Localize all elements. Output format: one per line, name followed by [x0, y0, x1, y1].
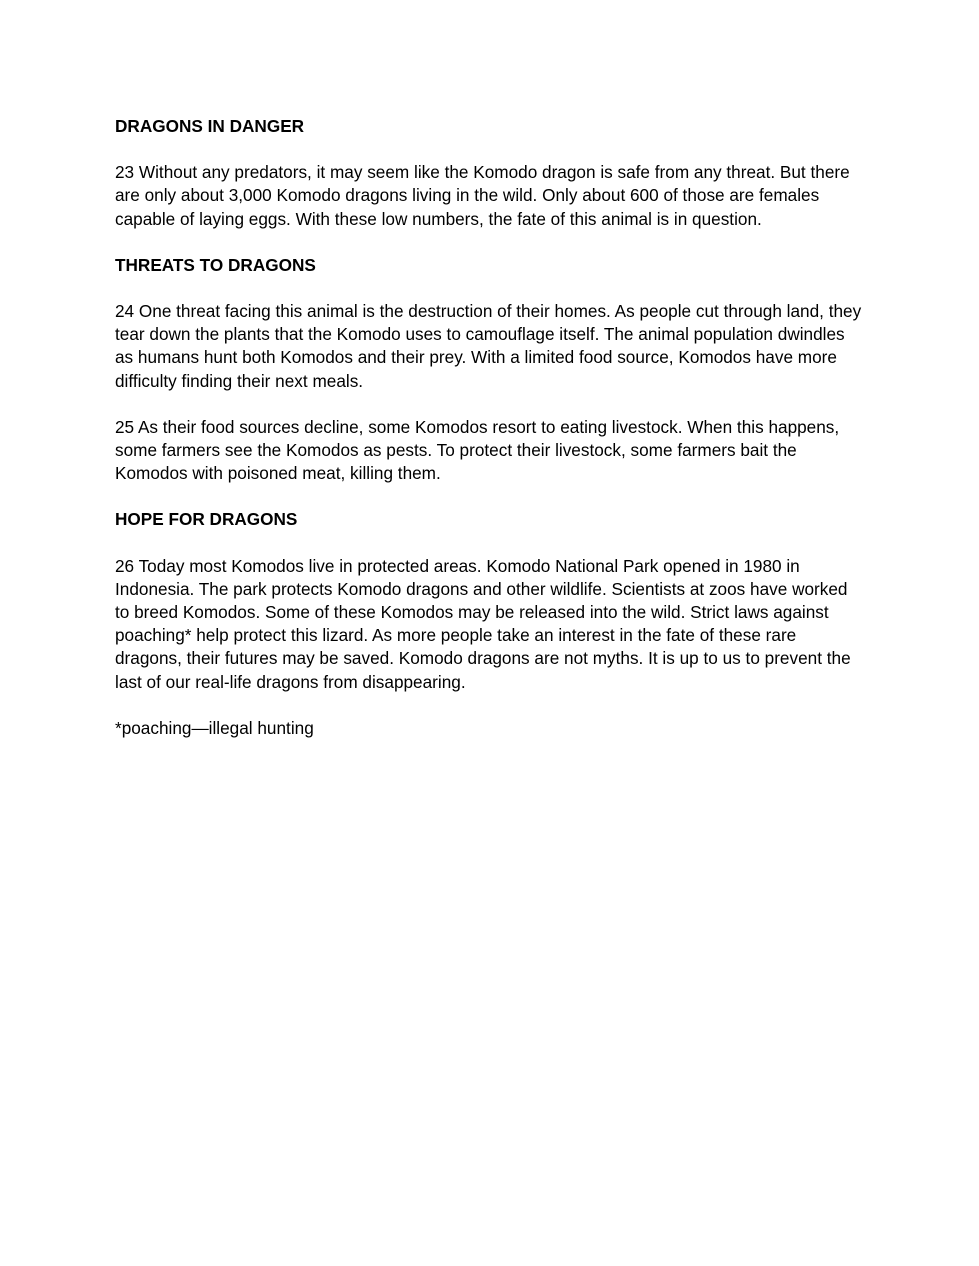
section-heading-hope-for-dragons: HOPE FOR DRAGONS	[115, 509, 298, 530]
document-page	[115, 115, 865, 740]
paragraph-25: 25 As their food sources decline, some Komodos resort to eating livestock. When this happens, some farmers see the Komodos as pests. To protect their livestock, some farmers bait the Komodos with poisoned meat, killing them.	[115, 416, 840, 484]
paragraph-26: 26 Today most Komodos live in protected areas. Komodo National Park opened in 1980 in Indonesia. The park protects Komodo dragons and other wildlife. Scientists at zoos have worked to breed Komodos. Some of these Komodos may be released into the wild. Strict laws against poaching* help protect this lizard. As more people take an interest in the fate of these rare dragons, their futures may be saved. Komodo dragons are not myths. It is up to us to prevent the last of our real-life dragons from disappearing.	[115, 555, 851, 692]
footnote: *poaching—illegal hunting	[115, 717, 314, 738]
section-heading-dragons-in-danger: DRAGONS IN DANGER	[115, 116, 305, 136]
section-heading-threats-to-dragons: THREATS TO DRAGONS	[115, 254, 316, 275]
paragraph-24: 24 One threat facing this animal is the destruction of their homes. As people cut through land, they tear down the plants that the Komodo uses to camouflage itself. The animal population dwindles as humans hunt both Komodos and their prey. With a limited food source, Komodos have more difficulty finding their next meals.	[115, 301, 862, 391]
paragraph-23: 23 Without any predators, it may seem like the Komodo dragon is safe from any threat. But there are only about 3,000 Komodo dragons living in the wild. Only about 600 of those are females capable of laying eggs. With these low numbers, the fate of this animal is in question.	[115, 162, 850, 229]
